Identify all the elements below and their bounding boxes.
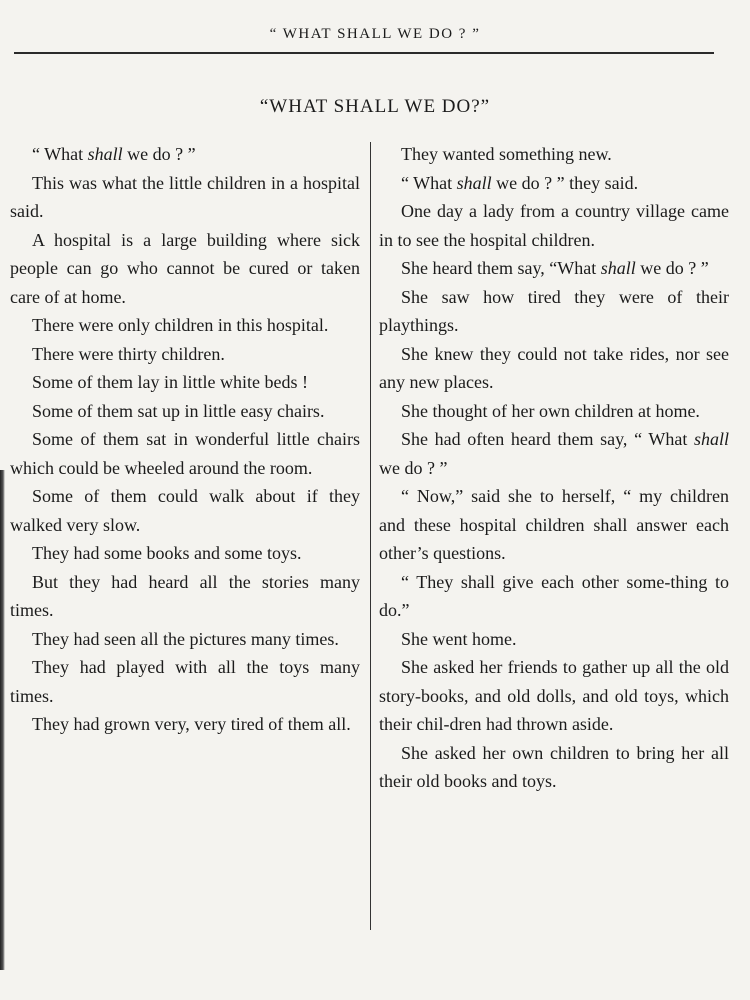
paragraph: She thought of her own children at home. (401, 400, 700, 421)
paragraph: She heard them say, “What shall we do ? ” (401, 258, 709, 278)
running-head: “ WHAT SHALL WE DO ? ” (269, 26, 481, 42)
paragraph: She knew they could not take rides, nor see any new places. (379, 343, 729, 392)
paragraph: There were only children in this hospital. (32, 315, 329, 335)
chapter-title: “WHAT SHALL WE DO?” (259, 96, 491, 117)
paragraph: This was what the little children in a hospital said. (10, 172, 360, 221)
page-edge-shadow (0, 470, 5, 970)
paragraph: “ What shall we do ? ” (32, 144, 196, 164)
emphasis: shall (87, 144, 123, 164)
paragraph: She went home. (401, 628, 517, 649)
paragraph: Some of them sat up in little easy chairs. (32, 400, 325, 421)
paragraph: Some of them lay in little white beds ! (32, 372, 308, 392)
paragraph: They had some books and some toys. (32, 543, 302, 563)
paragraph: “ Now,” said she to herself, “ my children and these hospital children shall answer each other’s questions. (379, 486, 729, 563)
paragraph: She asked her friends to gather up all the old story-books, and old dolls, and old toys, which their chil-dren had thrown aside. (379, 657, 729, 734)
paragraph: She asked her own children to bring her all their old books and toys. (379, 742, 729, 791)
emphasis: shall (693, 429, 729, 449)
paragraph: They had seen all the pictures many times. (32, 628, 339, 649)
paragraph: They had played with all the toys many times. (10, 657, 360, 706)
paragraph: “ What shall we do ? ” they said. (401, 172, 639, 193)
emphasis: shall (600, 258, 636, 278)
paragraph: “ They shall give each other some-thing to do.” (379, 571, 729, 620)
paragraph: A hospital is a large building where sick people can go who cannot be cured or taken care of at home. (10, 229, 360, 307)
column-divider (370, 142, 371, 930)
header-rule (14, 52, 714, 54)
left-text-column (10, 140, 360, 739)
paragraph: She saw how tired they were of their playthings. (379, 286, 729, 335)
paragraph: They wanted something new. (401, 144, 612, 164)
paragraph: They had grown very, very tired of them all. (32, 714, 351, 734)
paragraph: But they had heard all the stories many times. (10, 571, 360, 620)
paragraph: Some of them sat in wonderful little chairs which could be wheeled around the room. (10, 429, 360, 478)
paragraph: One day a lady from a country village came in to see the hospital children. (379, 201, 729, 250)
right-text-column (379, 140, 729, 796)
emphasis: shall (456, 172, 492, 193)
paragraph: She had often heard them say, “ What shall we do ? ” (379, 429, 729, 478)
paragraph: There were thirty children. (32, 343, 225, 364)
paragraph: Some of them could walk about if they walked very slow. (10, 486, 360, 535)
